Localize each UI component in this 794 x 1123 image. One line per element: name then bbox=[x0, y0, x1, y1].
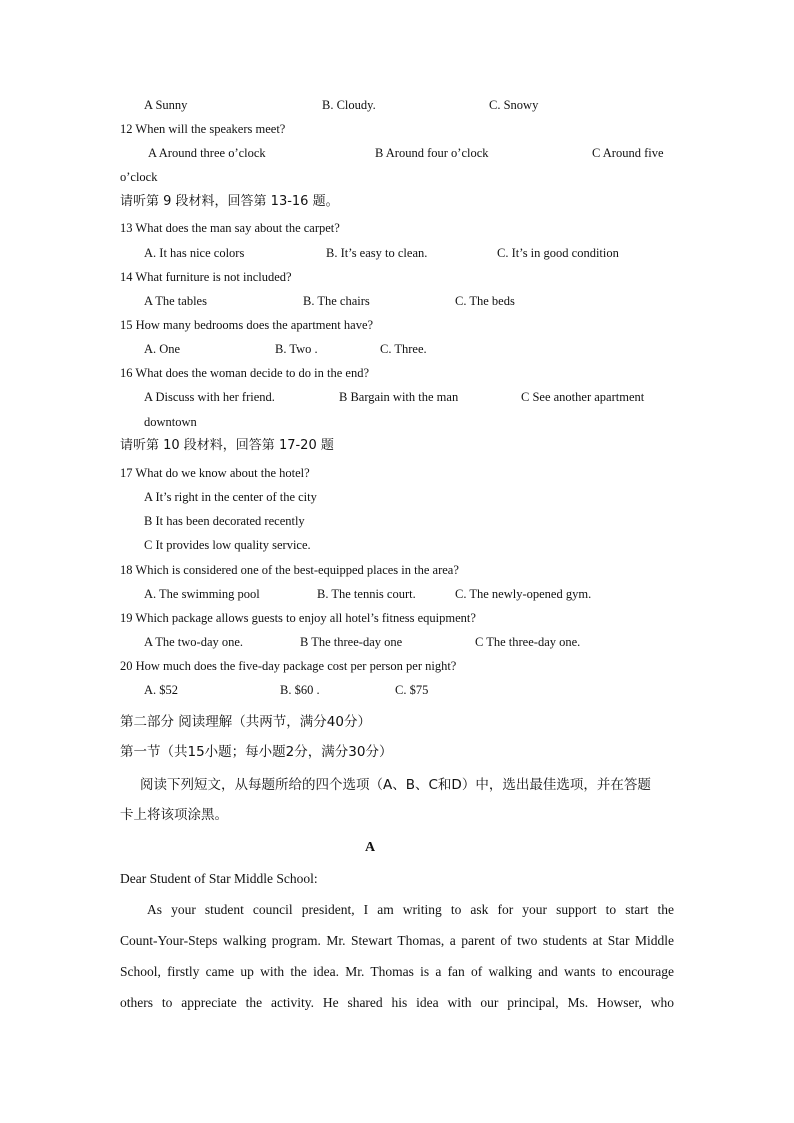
passage-line-4: others to appreciate the activity. He shared his idea with our principal, Ms. Howser, who bbox=[120, 995, 674, 1010]
q17-option-a: A It’s right in the center of the city bbox=[144, 490, 317, 504]
q16-option-a: A Discuss with her friend. bbox=[144, 390, 275, 404]
q16-option-c: C See another apartment bbox=[521, 390, 645, 404]
q20-question: 20 How much does the five-day package cost per person per night? bbox=[120, 659, 457, 673]
reading-instruction-line1: 阅读下列短文，从每题所给的四个选项（A、B、C和D）中，选出最佳选项，并在答题 bbox=[140, 777, 651, 793]
q15-option-a: A. One bbox=[144, 342, 181, 356]
q20-option-a: A. $52 bbox=[144, 683, 179, 697]
passage-line-1: As your student council president, I am writing to ask for your support to start the bbox=[147, 902, 674, 917]
q15-option-b: B. Two . bbox=[275, 342, 318, 356]
passage-line-2: Count-Your-Steps walking program. Mr. Stewart Thomas, a parent of two students at Star Middle bbox=[120, 933, 674, 948]
q18-option-c: C. The newly-opened gym. bbox=[455, 587, 592, 601]
q12-question: 12 When will the speakers meet? bbox=[120, 122, 286, 136]
letter-salutation: Dear Student of Star Middle School: bbox=[120, 871, 318, 886]
q12-option-a: A Around three o’clock bbox=[148, 146, 266, 160]
part2-subheading: 第一节（共15小题；每小题2分，满分30分） bbox=[120, 744, 393, 760]
q19-option-b: B The three-day one bbox=[300, 635, 403, 649]
q17-question: 17 What do we know about the hotel? bbox=[120, 466, 310, 480]
q13-option-b: B. It’s easy to clean. bbox=[326, 246, 428, 260]
q11-option-c: C. Snowy bbox=[489, 98, 539, 112]
q13-option-a: A. It has nice colors bbox=[144, 246, 245, 260]
q18-option-b: B. The tennis court. bbox=[317, 587, 416, 601]
q16-option-b: B Bargain with the man bbox=[339, 390, 459, 404]
q18-option-a: A. The swimming pool bbox=[144, 587, 260, 601]
q20-option-b: B. $60 . bbox=[280, 683, 320, 697]
q19-option-c: C The three-day one. bbox=[475, 635, 581, 649]
q17-option-c: C It provides low quality service. bbox=[144, 538, 311, 552]
passage-line-3: School, firstly came up with the idea. Mr. Thomas is a fan of walking and wants to encourage bbox=[120, 964, 674, 979]
q16-continuation: downtown bbox=[144, 415, 197, 429]
q12-option-b: B Around four o’clock bbox=[375, 146, 489, 160]
q14-option-c: C. The beds bbox=[455, 294, 515, 308]
q12-continuation: o’clock bbox=[120, 170, 158, 184]
passage-title: A bbox=[364, 840, 376, 855]
q17-option-b: B It has been decorated recently bbox=[144, 514, 305, 528]
q12-option-c: C Around five bbox=[592, 146, 664, 160]
q15-question: 15 How many bedrooms does the apartment have? bbox=[120, 318, 374, 332]
part2-heading: 第二部分 阅读理解（共两节，满分40分） bbox=[120, 714, 371, 730]
reading-instruction-line2: 卡上将该项涂黑。 bbox=[120, 807, 228, 823]
section-10-heading: 请听第 10 段材料，回答第 17-20 题 bbox=[120, 438, 334, 453]
q14-question: 14 What furniture is not included? bbox=[120, 270, 292, 284]
q14-option-b: B. The chairs bbox=[303, 294, 370, 308]
q11-option-b: B. Cloudy. bbox=[322, 98, 376, 112]
q13-option-c: C. It’s in good condition bbox=[497, 246, 619, 260]
q14-option-a: A The tables bbox=[144, 294, 207, 308]
q20-option-c: C. $75 bbox=[395, 683, 429, 697]
q19-question: 19 Which package allows guests to enjoy all hotel’s fitness equipment? bbox=[120, 611, 476, 625]
q13-question: 13 What does the man say about the carpet? bbox=[120, 221, 340, 235]
q11-option-a: A Sunny bbox=[144, 98, 188, 112]
section-9-heading: 请听第 9 段材料，回答第 13-16 题。 bbox=[120, 194, 339, 209]
q15-option-c: C. Three. bbox=[380, 342, 427, 356]
q16-question: 16 What does the woman decide to do in the end? bbox=[120, 366, 370, 380]
q18-question: 18 Which is considered one of the best-equipped places in the area? bbox=[120, 563, 459, 577]
q19-option-a: A The two-day one. bbox=[144, 635, 244, 649]
